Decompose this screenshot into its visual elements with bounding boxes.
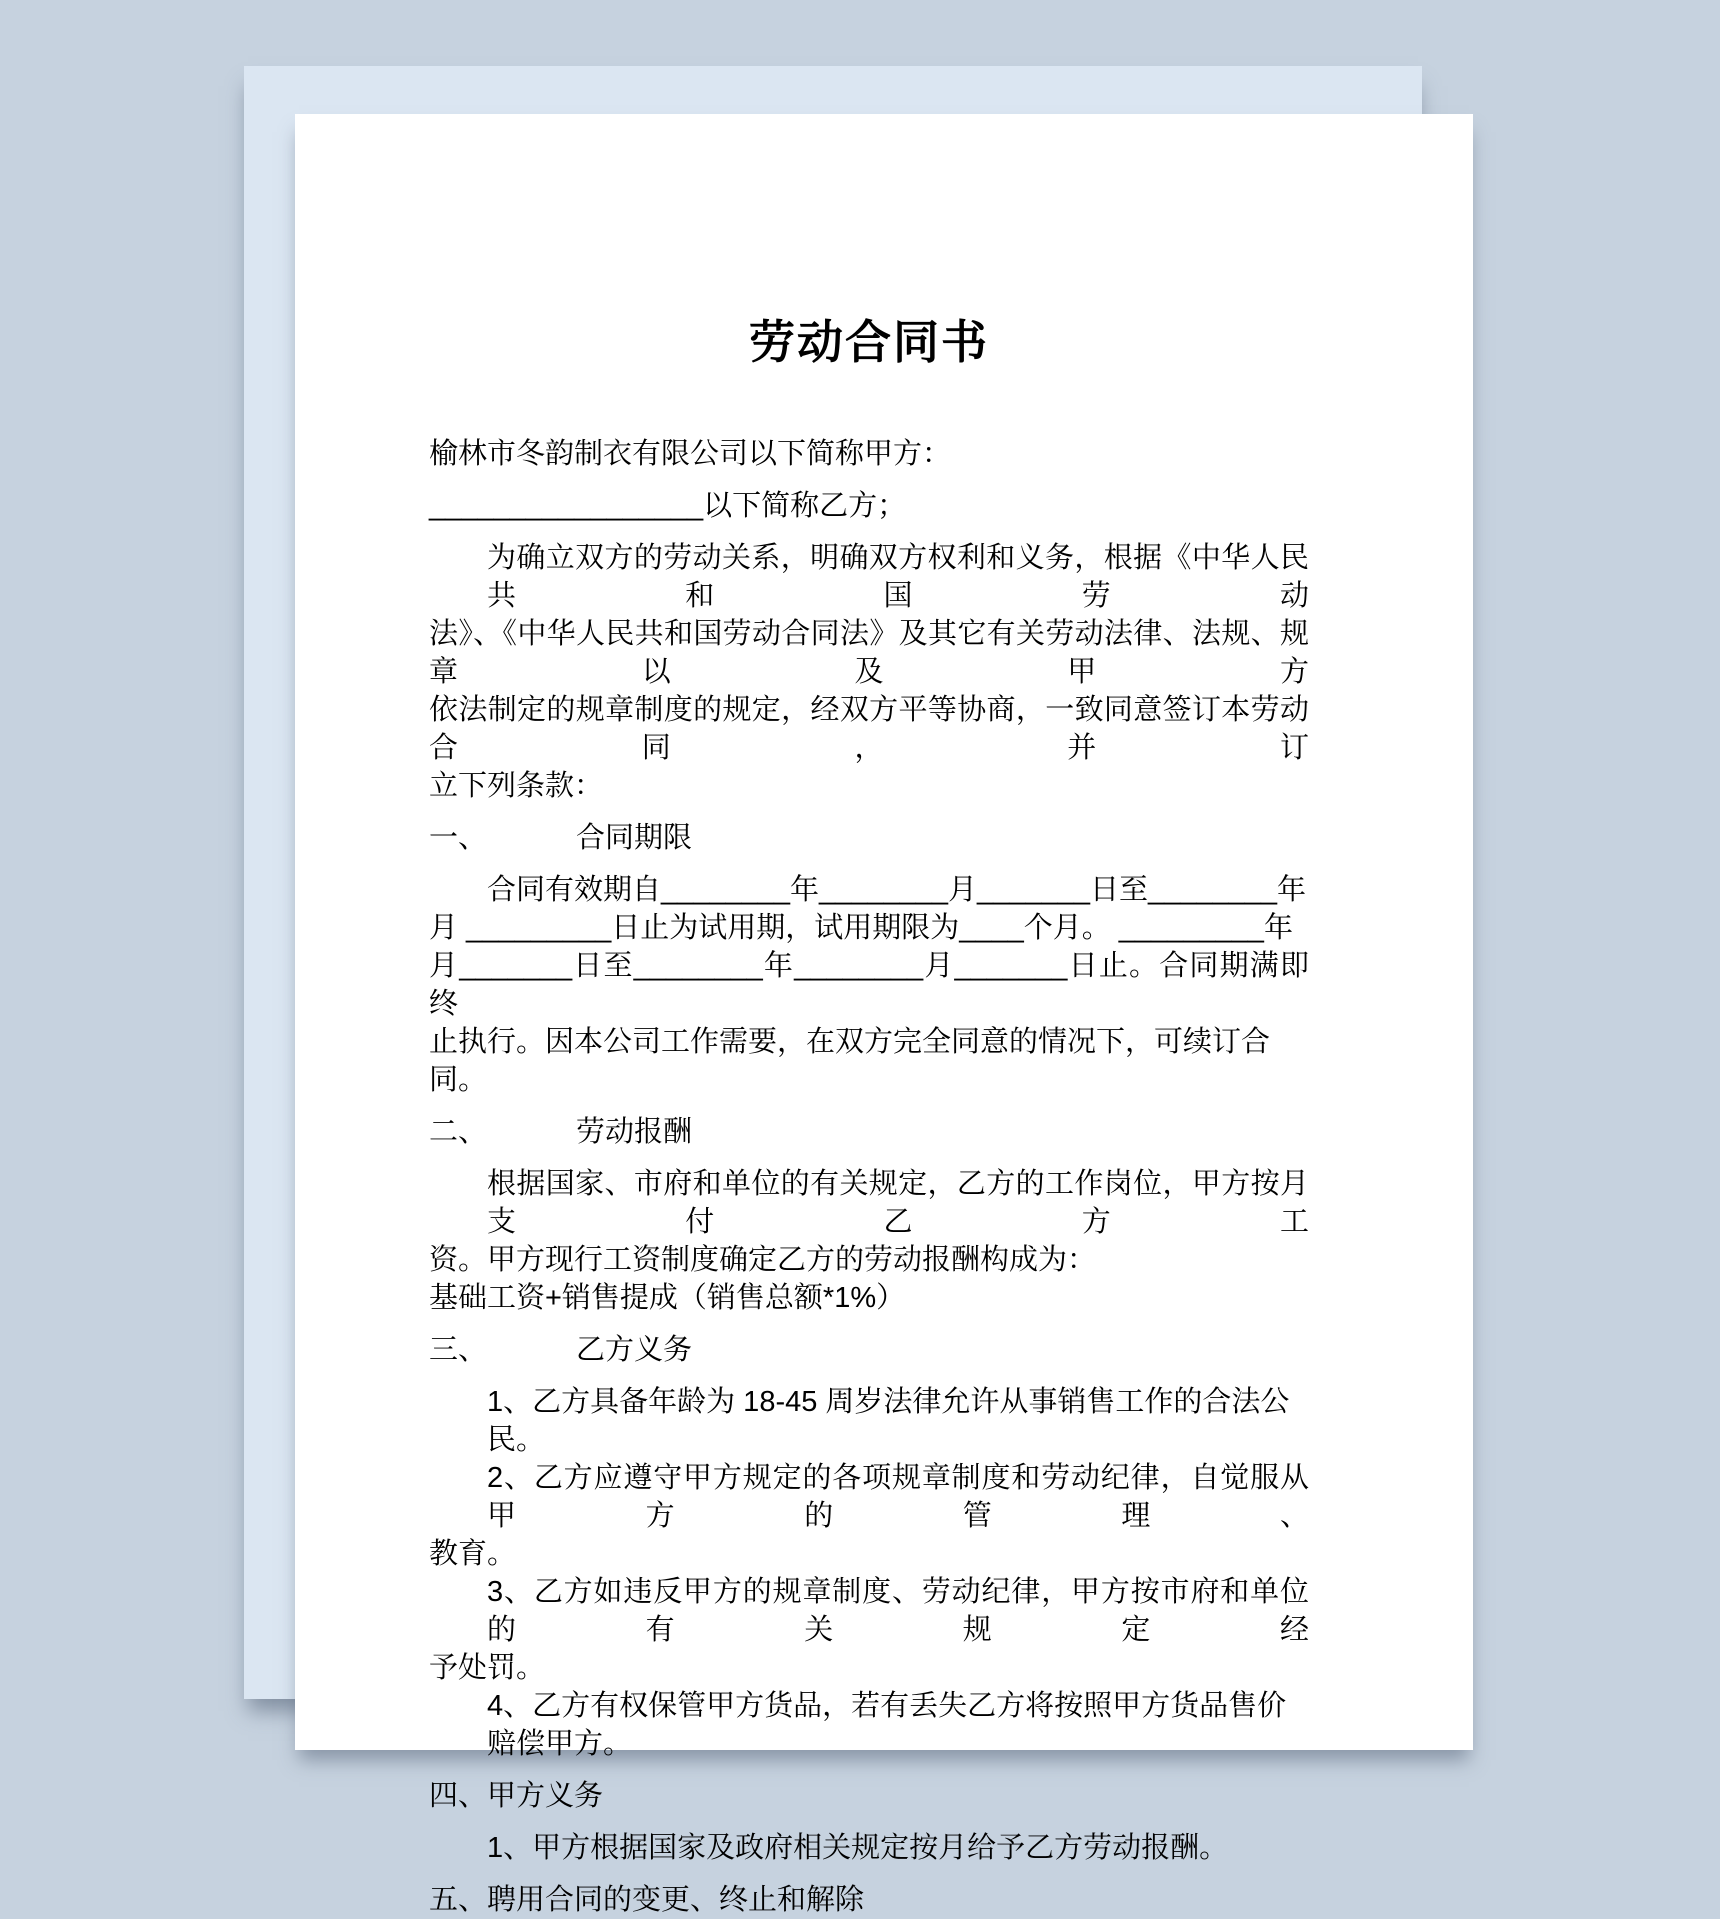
section-heading: [429, 1331, 1309, 1369]
paragraph: [429, 871, 1309, 1099]
doc-line: 教育。: [429, 1538, 517, 1570]
doc-line: 依法制定的规章制度的规定，经双方平等协商，一致同意签订本劳动合同，并订: [429, 694, 1309, 764]
doc-line: 基础工资+销售提成（销售总额*1%）: [429, 1282, 906, 1314]
doc-line: 1、乙方具备年龄为 18-45 周岁法律允许从事销售工作的合法公民。: [487, 1386, 1290, 1456]
document-body: [429, 435, 1309, 1919]
section-number: 一、: [429, 822, 488, 854]
section-number: 三、: [429, 1334, 488, 1366]
doc-line: 资。甲方现行工资制度确定乙方的劳动报酬构成为：: [429, 1244, 1097, 1276]
doc-line: 月_______日至________年________月_______日止。合同期满即终: [429, 950, 1309, 1020]
paragraph: [429, 539, 1309, 805]
paragraph: [429, 487, 1309, 525]
section-number: 二、: [429, 1116, 488, 1148]
doc-line: 根据国家、市府和单位的有关规定，乙方的工作岗位，甲方按月支付乙方工: [487, 1168, 1309, 1238]
section-title: 劳动报酬: [576, 1116, 693, 1148]
paragraph: [429, 435, 1309, 473]
document-title: 劳动合同书: [749, 317, 989, 368]
section-title: 乙方义务: [576, 1334, 693, 1366]
section-heading: 五、聘用合同的变更、终止和解除: [429, 1884, 865, 1916]
contract-page: [295, 114, 1473, 1916]
section-heading: 四、甲方义务: [429, 1780, 604, 1812]
doc-line: 法》、《中华人民共和国劳动合同法》及其它有关劳动法律、法规、规章以及甲方: [429, 618, 1309, 688]
doc-line: 予处罚。: [429, 1652, 546, 1684]
doc-line: 榆林市冬韵制衣有限公司以下简称甲方：: [429, 438, 952, 470]
paragraph: [429, 1383, 1309, 1763]
section-heading: [429, 819, 1309, 857]
doc-line: 为确立双方的劳动关系，明确双方权利和义务，根据《中华人民共和国劳动: [487, 542, 1309, 612]
doc-line: _________________以下简称乙方；: [429, 490, 907, 522]
doc-line: 3、乙方如违反甲方的规章制度、劳动纪律，甲方按市府和单位的有关规定经: [487, 1576, 1309, 1646]
doc-line: 月 _________日止为试用期，试用期限为____个月。 _________年: [429, 912, 1293, 944]
paragraph: [429, 1829, 1309, 1867]
section-heading: [429, 1113, 1309, 1151]
doc-line: 合同有效期自________年________月_______日至________年: [487, 874, 1306, 906]
section-title: 合同期限: [576, 822, 693, 854]
doc-line: 4、乙方有权保管甲方货品，若有丢失乙方将按照甲方货品售价赔偿甲方。: [487, 1690, 1287, 1760]
doc-line: 止执行。因本公司工作需要，在双方完全同意的情况下，可续订合同。: [429, 1026, 1271, 1096]
doc-line: 2、乙方应遵守甲方规定的各项规章制度和劳动纪律，自觉服从甲方的管理、: [487, 1462, 1309, 1532]
doc-line: 1、甲方根据国家及政府相关规定按月给予乙方劳动报酬。: [487, 1832, 1229, 1864]
paragraph: [429, 1165, 1309, 1317]
doc-line: 立下列条款：: [429, 770, 604, 802]
